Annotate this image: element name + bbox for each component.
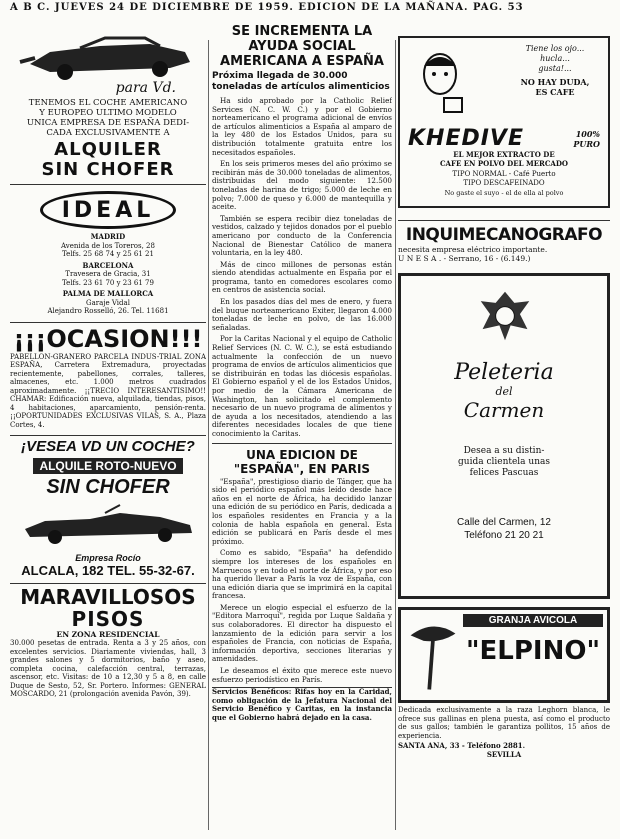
granja-address: SANTA ANA, 33 - Teléfono 2881. <box>398 741 526 750</box>
peleteria-contact <box>401 516 607 542</box>
percent-label: PURO <box>573 138 600 149</box>
article-paragraph: También se espera recibir diez toneladas de vestidos, calzado y tejidos donados por el pueblo americano por conducto de la Conferencia Nacional de Bienestar Católico de manera voluntaria, en la ley 480. <box>212 213 392 258</box>
article-paragraph: Más de cinco millones de personas están siendo atendidas actualmente en España por el programa, tanto en comedores escolares como en centros de asistencia social. <box>212 259 392 295</box>
ocasion-title: ¡¡¡OCASION!!! <box>13 324 203 353</box>
ideal-logo: IDEAL <box>61 197 155 223</box>
slogan: para Vd. <box>115 80 176 96</box>
pisos-text: 30.000 pesetas de entrada. Renta a 3 y 25 años, con excelentes servicios. Diariamente viviendas, hall, 3 grandes salones y 5 dormitorios, baño y aseo, completa cocina, calefacción central, terrazas, ascensor, etc. Visitas: de 10 a 12,30 y 5 a 8, en calle Duque de Sesto, 52, Sr. Portero. Informes: GENERAL MOSCARDO, 21 (prolongación avenida Pavón, 39). <box>10 639 206 698</box>
pisos-sub: EN ZONA RESIDENCIAL <box>56 630 160 639</box>
khedive-foot: No gaste el suyo - el de ella al polvo <box>444 189 564 197</box>
slogan-line: Tiene los ojo... <box>525 44 585 53</box>
ocasion-text: PABELLON-GRANERO PARCELA INDUS-TRIAL ZONA ESPAÑA, Carretera Extremadura, proyectadas recientemente, pabellones, corrales, talleres, almacenes, etc. 1.000 metros cuadrados aproximadamente. ¡¡TRECIO INTERESANTISIMO!! CHAMAR: Edificación nueva, alquilada, tiendas, pisos, 4 habitaciones, aparcamiento, pensión-renta. ¡¡OPORTUNIDADES EXCLUSIVAS VILAS, S. A., Plaza Cortes, 4. <box>10 352 206 429</box>
crest-icon <box>477 288 533 344</box>
percent: 100% <box>575 128 600 139</box>
slogan-line: gusta!... <box>538 64 572 73</box>
address: Travesera de Gracia, 31 <box>65 270 151 278</box>
address: Garaje Vidal <box>86 298 130 307</box>
name-part: del <box>495 385 513 398</box>
pine-tree-illustration <box>405 614 461 694</box>
rent-line1: ¡VESEA VD UN COCHE? <box>21 438 195 455</box>
granja-text: Dedicada exclusivamente a la raza Leghorn blanca, le ofrece sus gallinas en plena puesta, así como el producto de sus gallos; también le garantiza pollitos, 15 años de experiencia. <box>398 706 610 740</box>
inqui-title: INQUIMECANOGRAFO <box>405 225 603 245</box>
khedive-logo: KHEDIVE <box>408 126 524 151</box>
wish-line: felices Pascuas <box>469 468 539 478</box>
phone: Telfs. 25 68 74 y 25 61 21 <box>62 250 154 258</box>
granja-brand: "ELPINO" <box>465 636 600 666</box>
wish-line: guida clientela unas <box>458 457 550 467</box>
ideal-ad <box>10 184 206 318</box>
rent-line2: ALQUILE ROTO-NUEVO <box>33 458 182 474</box>
khedive-type: TIPO DESCAFEINADO <box>463 178 545 187</box>
granja-city: SEVILLA <box>486 749 522 759</box>
rent-phone: ALCALA, 182 TEL. 55-32-67. <box>21 563 195 578</box>
article-paragraph: Le deseamos el éxito que merece este nuevo esfuerzo periodístico en París. <box>212 666 392 684</box>
phone: Teléfono 21 20 21 <box>464 530 544 541</box>
article-body <box>212 97 392 439</box>
article-paragraph: Por la Caritas Nacional y el equipo de Catholic Relief Services (N. C. W. C.), se está estudiando actualmente la confección de un nuevo programa de envíos de artículos alimenticios que se distribuirán en todas las diócesis españolas. El Gobierno español y el de los Estados Unidos, por medio de la Cámara Americana de Washington, han solicitado el complemento necesario de un nuevo programa de alimentos y de ayuda a los necesitados, atendiendo a las diferentes necesidades locales de que tiene conocimiento la Caritas. <box>212 334 392 438</box>
khedive-claim: EL MEJOR EXTRACTO DE <box>453 150 555 159</box>
peleteria-ad <box>398 273 610 599</box>
rent-car-ad <box>10 435 206 580</box>
article-paragraph: En los pasados días del mes de enero, y fuera del buque norteamericano Exiter, llegaron 4.000 toneladas de leche en polvo, de las 16.000 señaladas. <box>212 297 392 332</box>
khedive-ad <box>398 36 610 208</box>
city: MADRID <box>90 232 126 241</box>
man-drinking-coffee-illustration <box>410 46 470 126</box>
headline-2: UNA EDICION DE "ESPAÑA", EN PARIS <box>233 447 371 476</box>
sin-chofer-title: SIN CHOFER <box>41 159 175 180</box>
car-rental-ad <box>10 22 206 180</box>
article-body-2 <box>212 478 392 685</box>
inqui-line2: U N E S A . - Serrano, 16 - (6.149.) <box>398 254 531 263</box>
city: PALMA DE MALLORCA <box>62 289 154 298</box>
pisos-title1: MARAVILLOSOS <box>20 585 196 609</box>
pisos-title2: PISOS <box>71 607 145 631</box>
khedive-type: TIPO NORMAL - Café Puerto <box>452 170 556 178</box>
city: BARCELONA <box>82 260 134 270</box>
car-illustration <box>10 22 206 92</box>
address: Avenida de los Toreros, 28 <box>61 241 155 250</box>
khedive-slogan <box>510 44 600 97</box>
rent-brand: Empresa Rocío <box>75 553 141 563</box>
slogan-line: hucla... <box>540 54 570 63</box>
name-part: Peleteria <box>454 360 554 385</box>
alquiler-title: ALQUILER <box>54 139 162 160</box>
car-ad-text <box>10 98 206 138</box>
car-ad-line: TENEMOS EL COCHE AMERICANO <box>28 98 188 108</box>
column-rule <box>208 40 209 830</box>
car-ad-line: UNICA EMPRESA DE ESPAÑA DEDI- <box>26 118 190 128</box>
name-part: Carmen <box>463 398 545 422</box>
column-right <box>398 22 610 759</box>
notice: Servicios Benéficos: Rifas hoy en la Caridad, como obligación de la Jefatura Nacional del Servicio Benéfico y Caritas, en la instancia que el Gobierno habrá dejado en la casa. <box>212 687 392 722</box>
column-rule <box>395 40 396 830</box>
rent-line3: SIN CHOFER <box>46 476 170 498</box>
khedive-claim: CAFE EN POLVO DEL MERCADO <box>439 158 569 168</box>
article-paragraph: Merece un elogio especial el esfuerzo de la "Editora Marroquí", regida por Luque Saldaña y sus colaboradores. El director ha dispuesto el lanzamiento de la edición para servir a los españoles de Francia, con noticias de España, información deportiva, secciones literarias y amenidades. <box>212 602 392 664</box>
ocasion-ad <box>10 322 206 432</box>
peleteria-name <box>401 360 607 422</box>
inquimecanografo-ad <box>398 220 610 263</box>
inqui-line1: necesita empresa eléctrico importante. <box>398 245 548 254</box>
granja-ad <box>398 607 610 703</box>
wish-line: Desea a su distin- <box>463 446 545 456</box>
peleteria-wish <box>401 446 607 479</box>
pisos-ad <box>10 583 206 701</box>
headline: SE INCREMENTA LA AYUDA SOCIAL AMERICANA A ESPAÑA <box>220 24 384 69</box>
column-center <box>212 22 392 837</box>
deck: Próxima llegada de 30.000 toneladas de artículos alimenticios <box>212 71 390 92</box>
convertible-car-illustration <box>10 499 206 549</box>
address: Calle del Carmen, 12 <box>457 517 551 528</box>
column-left <box>10 22 206 701</box>
article-paragraph: Ha sido aprobado por la Catholic Relief Services (N. C. W. C.) y por el Gobierno norteamericano el programa adicional de envíos de artículos alimenticios a España al amparo de la ley 480 de los Estados Unidos, para su distribución totalmente gratuita entre los necesitados españoles. <box>212 96 392 157</box>
article-paragraph: Como es sabido, "España" ha defendido siempre los intereses de los españoles en Marruecos y en todo el norte de África, y por eso ha querido llevar a París la voz de España, con una edición diaria que se imprimirá en la capital francesa. <box>212 548 392 601</box>
car-ad-line: CADA EXCLUSIVAMENTE A <box>46 128 170 138</box>
slogan-line: NO HAY DUDA, <box>520 77 590 87</box>
phone: Telfs. 23 61 70 y 23 61 79 <box>62 278 154 287</box>
ideal-details <box>10 233 206 316</box>
slogan-line: ES CAFE <box>535 87 575 97</box>
phone: Alejandro Rosselló, 26. Tel. 11681 <box>47 307 169 315</box>
article-paragraph: En los seis primeros meses del año próximo se recibirán más de 30.000 toneladas de alimentos, distribuidas del modo siguiente: 12.500 toneladas de harina de trigo; 5.000 de leche en polvo; 7.000 de queso y 6.000 de mantequilla y aceite. <box>212 159 392 212</box>
page-header: A B C. JUEVES 24 DE DICIEMBRE DE 1959. EDICION DE LA MAÑANA. PAG. 53 <box>10 2 524 13</box>
article-paragraph: "España", prestigioso diario de Tánger, que ha sido el periódico español más leído desde hace años en el norte de África, ha decidido lanzar una edición de su periódico en París, dedicada a los españoles residentes en Francia y a la colonia de habla española en general. Esta edición se publicará en París desde el mes próximo. <box>212 476 392 546</box>
khedive-brand-block <box>408 126 600 198</box>
car-ad-line: Y EUROPEO ULTIMO MODELO <box>39 108 177 118</box>
granja-title: GRANJA AVICOLA <box>463 614 603 627</box>
